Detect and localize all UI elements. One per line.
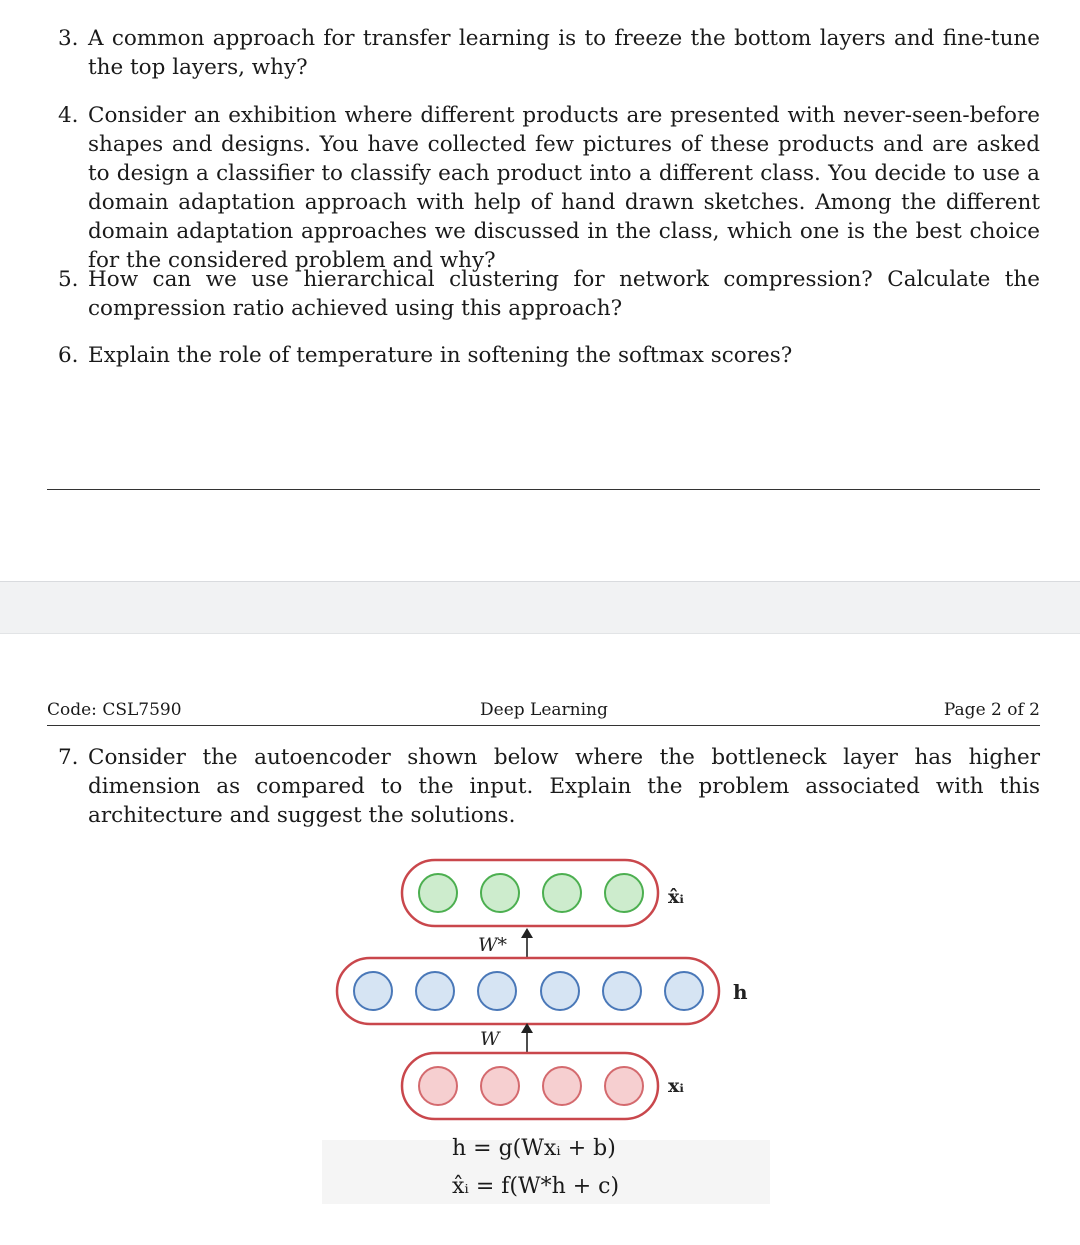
- hidden-neuron: [478, 972, 516, 1010]
- hidden-neuron: [416, 972, 454, 1010]
- output-neuron: [605, 874, 643, 912]
- output-neuron: [481, 874, 519, 912]
- question-text: Consider an exhibition where different products are presented with never-seen-before shapes and designs. You have collected few pictures of these products and are asked to design a classifier to classify each product into a different class. You decide to use a domain adaptation approach with help of hand drawn sketches. Among the different domain adaptation approaches we discussed in the class, which one is the best choice for the considered problem and why?: [88, 103, 1040, 273]
- output-neuron: [543, 874, 581, 912]
- decoder-weight-label: W*: [478, 934, 508, 956]
- question-number: 3.: [58, 26, 79, 51]
- hidden-neuron: [603, 972, 641, 1010]
- question-number: 6.: [58, 343, 79, 368]
- input-label: xᵢ: [668, 1075, 684, 1097]
- input-neuron: [605, 1067, 643, 1105]
- hidden-neuron: [541, 972, 579, 1010]
- encoder-weight-label: W: [480, 1028, 500, 1050]
- question-text: How can we use hierarchical clustering for network compression? Calculate the compression ratio achieved using this approach?: [88, 267, 1040, 321]
- decoder-arrowhead: [521, 928, 533, 938]
- question-text: Explain the role of temperature in softening the softmax scores?: [88, 343, 793, 368]
- input-neuron: [543, 1067, 581, 1105]
- course-title: Deep Learning: [480, 700, 608, 720]
- input-neuron: [481, 1067, 519, 1105]
- output-label: x̂ᵢ: [668, 886, 684, 908]
- hidden-label: h: [733, 980, 748, 1004]
- page-number: Page 2 of 2: [943, 700, 1040, 720]
- course-code: Code: CSL7590: [47, 700, 182, 720]
- encoder-equation: h = g(Wxᵢ + b): [452, 1136, 616, 1161]
- hidden-neuron: [354, 972, 392, 1010]
- question-number: 4.: [58, 103, 79, 128]
- decoder-equation: x̂ᵢ = f(W*h + c): [452, 1174, 620, 1199]
- question-number: 5.: [58, 267, 79, 292]
- hidden-neuron: [665, 972, 703, 1010]
- question-number: 7.: [58, 745, 79, 770]
- hidden-layer-capsule: [337, 958, 719, 1024]
- input-neuron: [419, 1067, 457, 1105]
- output-neuron: [419, 874, 457, 912]
- question-text: Consider the autoencoder shown below where the bottleneck layer has higher dimension as compared to the input. Explain the problem associated with this architecture and suggest the solutions.: [88, 745, 1040, 828]
- question-text: A common approach for transfer learning is to freeze the bottom layers and fine-tune the top layers, why?: [88, 26, 1040, 80]
